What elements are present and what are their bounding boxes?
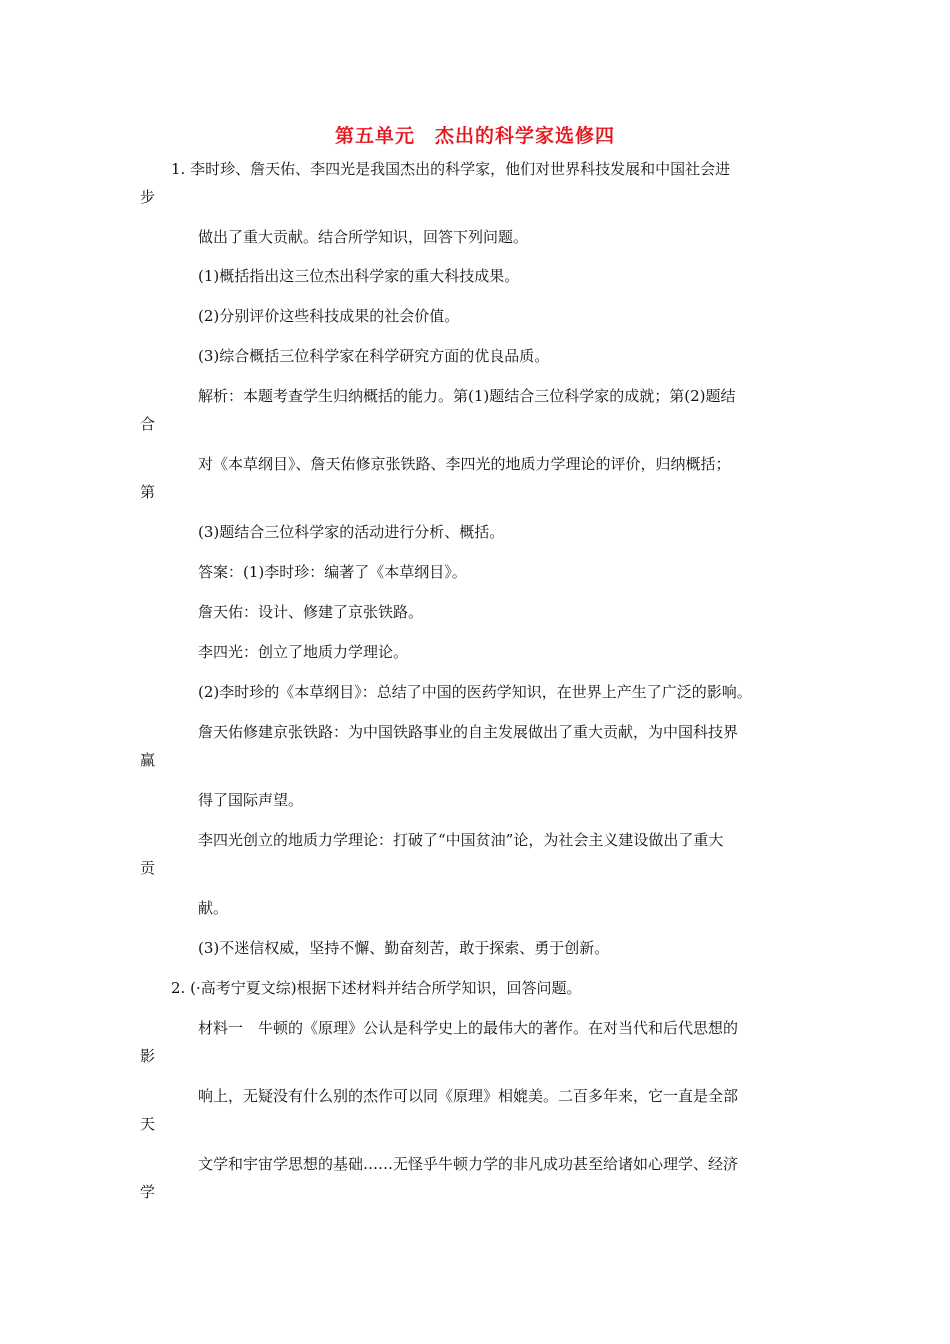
wrap-line: 第 (140, 483, 156, 501)
wrap-line: 合 (140, 415, 156, 433)
question-1-sub-3: (3)综合概括三位科学家在科学研究方面的优良品质。 (198, 347, 550, 365)
wrap-line: 天 (140, 1115, 156, 1133)
answer-line: 李四光创立的地质力学理论：打破了“中国贫油”论，为社会主义建设做出了重大 (198, 831, 724, 849)
answer-line: 詹天佑修建京张铁路：为中国铁路事业的自主发展做出了重大贡献，为中国科技界 (198, 723, 739, 741)
material-line: 响上，无疑没有什么别的杰作可以同《原理》相媲美。二百多年来，它一直是全部 (198, 1087, 739, 1105)
material-line: 文学和宇宙学思想的基础……无怪乎牛顿力学的非凡成功甚至给诸如心理学、经济 (198, 1155, 739, 1173)
wrap-line: 赢 (140, 751, 156, 769)
answer-line: 李四光：创立了地质力学理论。 (198, 643, 409, 661)
wrap-line: 影 (140, 1047, 156, 1065)
analysis-line: (3)题结合三位科学家的活动进行分析、概括。 (198, 523, 505, 541)
question-1-sub-1: (1)概括指出这三位杰出科学家的重大科技成果。 (198, 267, 520, 285)
answer-line: (3)不迷信权威，坚持不懈、勤奋刻苦，敢于探索、勇于创新。 (198, 939, 610, 957)
analysis-line: 对《本草纲目》、詹天佑修京张铁路、李四光的地质力学理论的评价，归纳概括； (198, 455, 731, 473)
wrap-line: 贡 (140, 859, 156, 877)
question-2-line: 2. (·高考宁夏文综)根据下述材料并结合所学知识，回答问题。 (171, 979, 582, 997)
answer-line: (2)李时珍的《本草纲目》：总结了中国的医药学知识，在世界上产生了广泛的影响。 (198, 683, 752, 701)
material-line: 材料一 牛顿的《原理》公认是科学史上的最伟大的著作。在对当代和后代思想的 (198, 1019, 739, 1037)
answer-line: 献。 (198, 899, 229, 917)
analysis-line: 解析：本题考查学生归纳概括的能力。第(1)题结合三位科学家的成就；第(2)题结 (198, 387, 736, 405)
question-1-line: 1. 李时珍、詹天佑、李四光是我国杰出的科学家，他们对世界科技发展和中国社会进 (171, 160, 731, 178)
answer-line: 得了国际声望。 (198, 791, 304, 809)
question-1-line: 做出了重大贡献。结合所学知识，回答下列问题。 (198, 228, 529, 246)
answer-line: 詹天佑：设计、修建了京张铁路。 (198, 603, 424, 621)
wrap-line: 步 (140, 188, 156, 206)
page-title: 第五单元 杰出的科学家选修四 (334, 125, 615, 147)
wrap-line: 学 (140, 1183, 156, 1201)
question-1-sub-2: (2)分别评价这些科技成果的社会价值。 (198, 307, 460, 325)
answer-line: 答案：(1)李时珍：编著了《本草纲目》。 (198, 563, 467, 581)
